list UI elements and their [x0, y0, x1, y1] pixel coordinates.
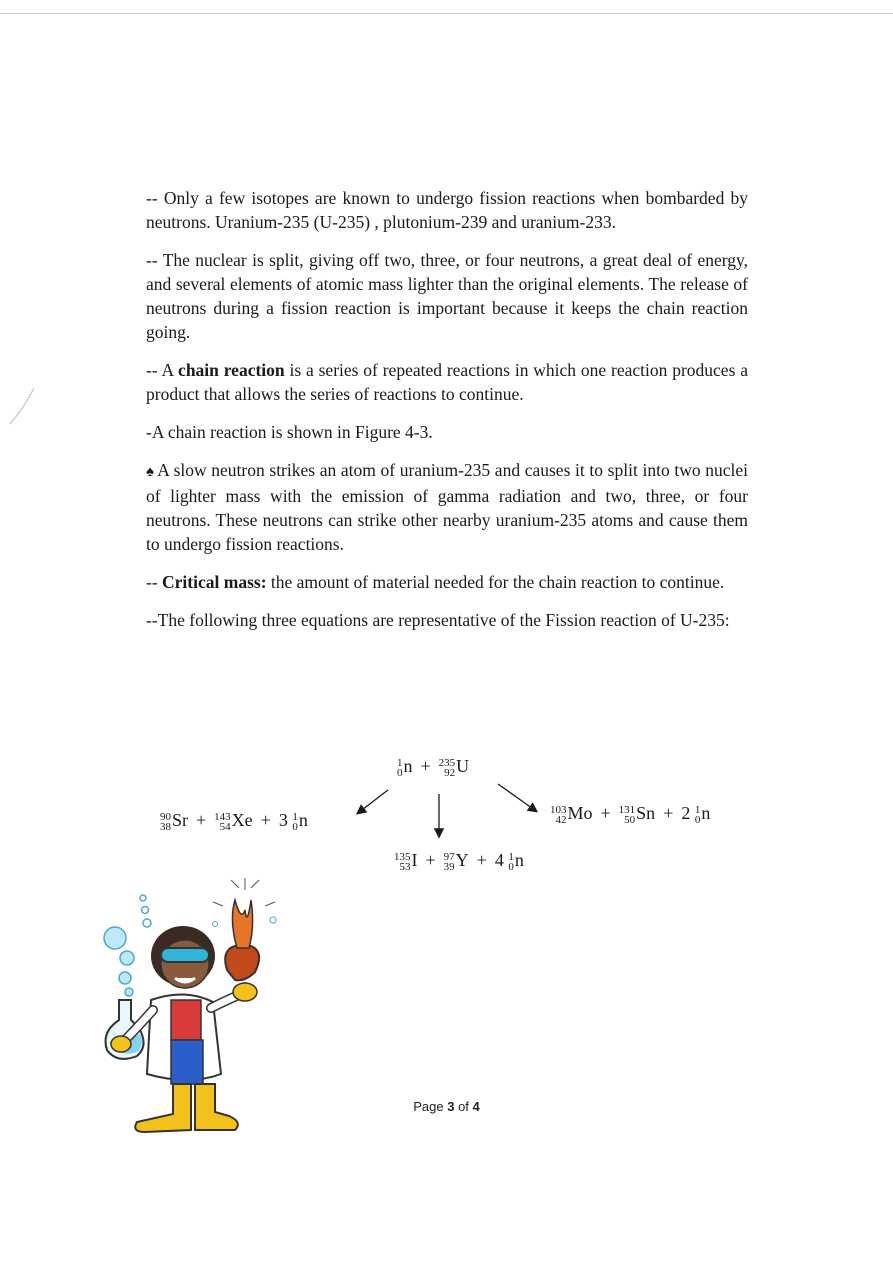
- shirt: [171, 1000, 201, 1040]
- plus-sign: +: [420, 756, 431, 776]
- chain-reaction-definition: is a series of repeated reactions in which one reaction produces a product that allows the series of reactions to continue.: [146, 360, 748, 404]
- critical-mass-term: Critical mass:: [162, 572, 267, 592]
- page-label: Page: [413, 1099, 448, 1114]
- page-footer: [0, 1099, 893, 1114]
- volcano-flask-icon: [213, 878, 277, 980]
- uranium-reactant: 235 92 U: [438, 756, 470, 779]
- page-sep: of: [454, 1099, 473, 1114]
- right-neutron-coef: 2: [681, 803, 691, 823]
- middle-products: 135 53 I + 97 39 Y + 4 1 0 n: [394, 850, 524, 873]
- top-rule: [0, 13, 893, 14]
- iodine: 135 53 I: [394, 850, 418, 873]
- reaction-arrows: [330, 760, 570, 850]
- body-text: [146, 186, 748, 646]
- paragraph-figure-ref: -A chain reaction is shown in Figure 4-3.: [146, 422, 433, 442]
- pants: [171, 1040, 203, 1084]
- yttrium: 97 39 Y: [443, 850, 469, 873]
- left-glove: [111, 1036, 131, 1052]
- right-neutron: 1 0 n: [694, 803, 711, 826]
- middle-neutron: 1 0 n: [508, 850, 524, 873]
- paragraph-isotopes: -- Only a few isotopes are known to undergo fission reactions when bombarded by neutrons. Uranium-235 (U-235) , plutonium-239 and uranium-233.: [146, 188, 748, 232]
- left-products: 90 38 Sr + 143 54 Xe + 3 1 0 n: [160, 810, 308, 833]
- scientist-illustration: [95, 860, 295, 1140]
- molybdenum: 103 42 Mo: [550, 803, 593, 826]
- neutron-reactant: 1 0 n: [397, 756, 413, 779]
- chain-reaction-prefix: -- A: [146, 360, 179, 380]
- tin: 131 50 Sn: [618, 803, 656, 826]
- strontium: 90 38 Sr: [160, 810, 189, 833]
- paragraph-slow-neutron: [146, 458, 748, 556]
- page-current: 3: [447, 1099, 455, 1114]
- paragraph-chain-reaction: [146, 358, 748, 406]
- slow-neutron-text: A slow neutron strikes an atom of uranium-235 and causes it to split into two nuclei of lighter mass with the emission of gamma radiation and two, three, or four neutrons. These neutrons can strike other nearby uranium-235 atoms and cause them to undergo fission reactions.: [146, 460, 748, 554]
- page-total: 4: [472, 1099, 480, 1114]
- middle-neutron-coef: 4: [494, 850, 504, 870]
- critical-mass-prefix: --: [146, 572, 163, 592]
- xenon: 143 54 Xe: [214, 810, 253, 833]
- arrow-left: [358, 790, 388, 813]
- left-neutron: 1 0 n: [292, 810, 308, 833]
- right-glove: [233, 983, 257, 1001]
- critical-mass-definition: the amount of material needed for the chain reaction to continue.: [266, 572, 725, 592]
- scan-mark: [6, 386, 36, 426]
- arrow-right: [498, 784, 536, 811]
- paragraph-critical-mass: [146, 570, 748, 594]
- bubbles-icon: [104, 895, 151, 996]
- spade-icon: ♠: [146, 464, 155, 480]
- right-products: 103 42 Mo + 131 50 Sn + 2 1 0 n: [550, 803, 711, 826]
- paragraph-nuclear-split: -- The nuclear is split, giving off two, three, or four neutrons, a great deal of energy, and several elements of atomic mass lighter than the original elements. The release of neutrons during a fission reaction is important because it keeps the chain reaction going.: [146, 250, 748, 342]
- goggles-icon: [161, 948, 209, 962]
- left-neutron-coef: 3: [278, 810, 288, 830]
- chain-reaction-term: chain reaction: [178, 360, 285, 380]
- paragraph-equations-intro: --The following three equations are representative of the Fission reaction of U-235:: [146, 610, 730, 630]
